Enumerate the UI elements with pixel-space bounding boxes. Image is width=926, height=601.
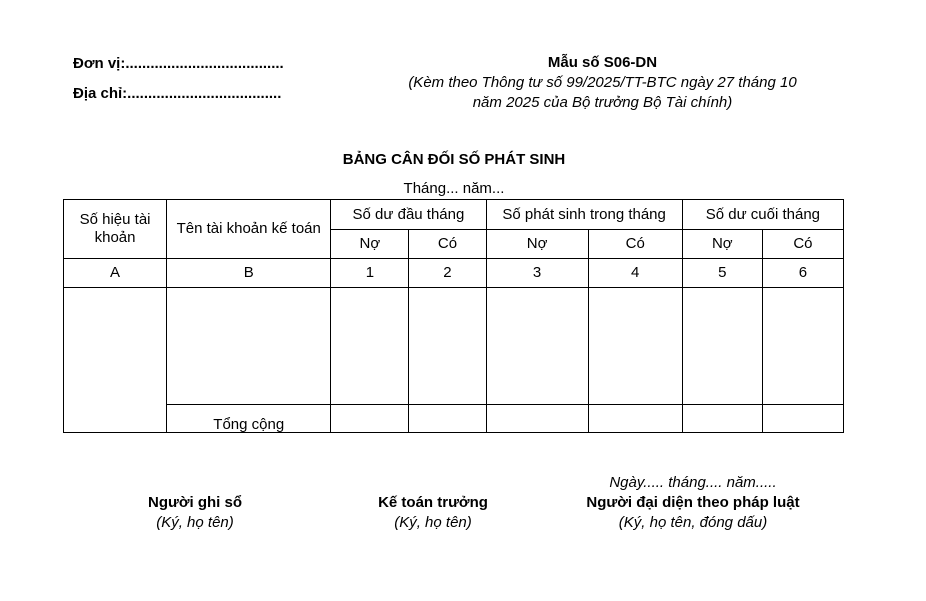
document-title: BẢNG CÂN ĐỐI SỐ PHÁT SINH [342, 151, 566, 168]
column-code: 1 [331, 259, 409, 288]
signature-chief-accountant [333, 493, 533, 533]
form-code: Mẫu số S06-DN [547, 54, 658, 71]
form-note-line1: (Kèm theo Thông tư số 99/2025/TT-BTC ngày 27 tháng 10 [408, 74, 797, 91]
header-period-movement: Số phát sinh trong tháng [486, 200, 682, 230]
date-line: Ngày..... tháng.... năm..... [609, 474, 777, 491]
header-account-name: Tên tài khoản kế toán [167, 200, 331, 259]
blank-cell [409, 288, 486, 405]
total-cell [409, 405, 486, 433]
total-cell [762, 405, 843, 433]
header-account-number: Số hiệu tài khoản [64, 200, 167, 259]
header-opening-credit: Có [409, 230, 486, 259]
column-code: 4 [588, 259, 682, 288]
header-movement-credit: Có [588, 230, 682, 259]
blank-cell [682, 288, 762, 405]
blank-cell [331, 288, 409, 405]
form-info [370, 53, 835, 113]
total-cell [588, 405, 682, 433]
blank-cell [486, 288, 588, 405]
bookkeeper-note: (Ký, họ tên) [156, 514, 234, 531]
period-line: Tháng... năm... [403, 180, 505, 197]
blank-cell [167, 288, 331, 405]
address-field: Địa chỉ:..................................... [73, 85, 282, 102]
total-cell [486, 405, 588, 433]
column-code: 2 [409, 259, 486, 288]
column-code: 5 [682, 259, 762, 288]
total-cell [331, 405, 409, 433]
signature-legal-representative [553, 473, 833, 533]
signature-bookkeeper [95, 493, 295, 533]
header-movement-debit: Nợ [486, 230, 588, 259]
blank-cell [588, 288, 682, 405]
chief-accountant-note: (Ký, họ tên) [394, 514, 472, 531]
blank-cell [762, 288, 843, 405]
column-code: 3 [486, 259, 588, 288]
header-opening-balance: Số dư đầu tháng [331, 200, 486, 230]
total-cell [682, 405, 762, 433]
total-row-label [167, 405, 331, 433]
blank-cell [64, 288, 167, 433]
total-label-text: Tổng cộng [213, 416, 285, 433]
header-opening-debit: Nợ [331, 230, 409, 259]
form-note-line2: năm 2025 của Bộ trưởng Bộ Tài chính) [472, 94, 733, 111]
legal-rep-note: (Ký, họ tên, đóng dấu) [618, 514, 768, 531]
column-code: 6 [762, 259, 843, 288]
legal-rep-title: Người đại diện theo pháp luật [586, 494, 800, 511]
header-closing-credit: Có [762, 230, 843, 259]
unit-field: Đơn vị:...................................... [73, 55, 284, 72]
column-code: B [167, 259, 331, 288]
header-closing-balance: Số dư cuối tháng [682, 200, 843, 230]
trial-balance-table [63, 199, 844, 433]
bookkeeper-title: Người ghi sổ [147, 494, 243, 511]
column-code: A [64, 259, 167, 288]
header-closing-debit: Nợ [682, 230, 762, 259]
chief-accountant-title: Kế toán trưởng [378, 494, 488, 511]
